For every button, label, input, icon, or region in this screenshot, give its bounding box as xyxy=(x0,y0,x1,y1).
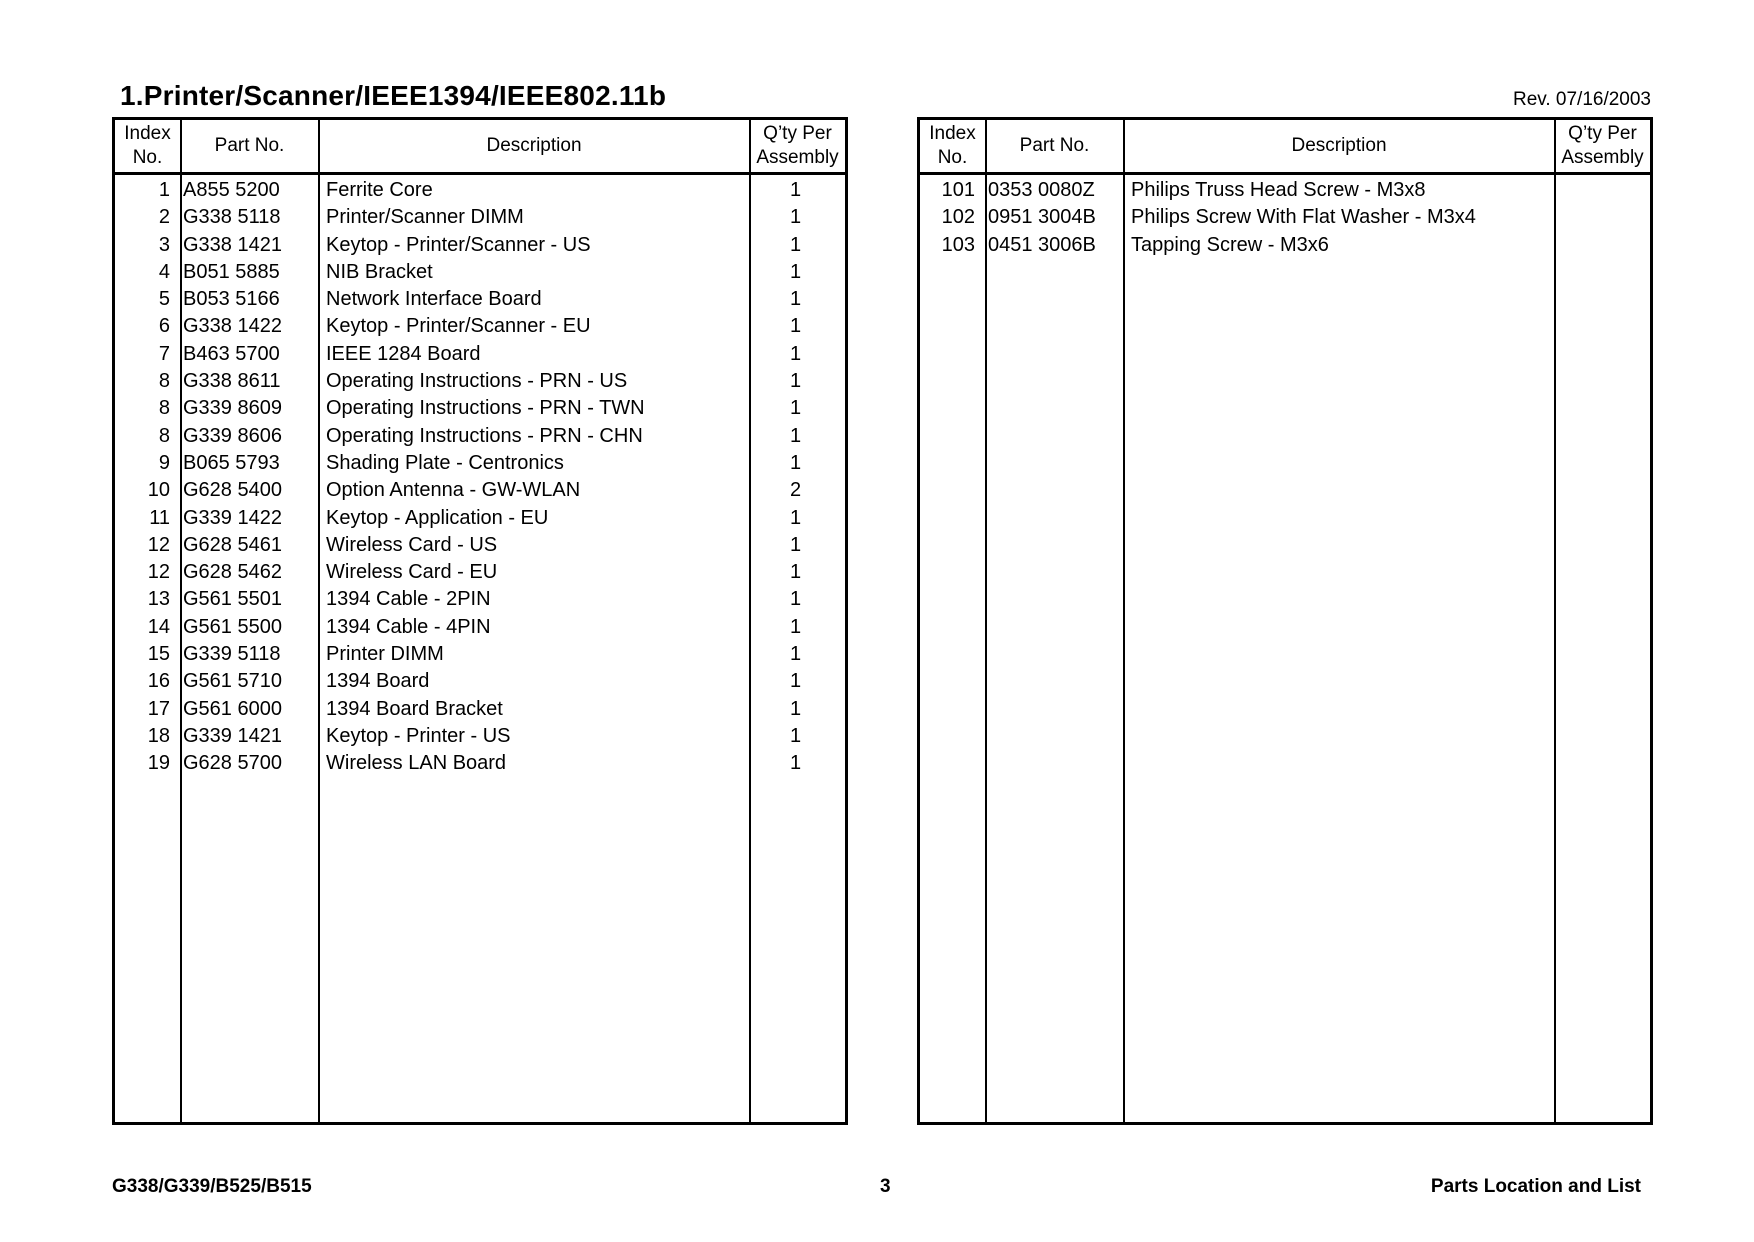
column-divider xyxy=(985,120,987,1122)
part-number-cell: 0353 0080Z xyxy=(988,179,1095,201)
part-number-cell: G561 5501 xyxy=(183,588,282,611)
quantity-cell: 1 xyxy=(789,561,802,584)
description-cell: Operating Instructions - PRN - US xyxy=(326,370,628,393)
table-row xyxy=(115,313,845,340)
index-cell: 8 xyxy=(158,397,170,420)
part-number-cell: G628 5462 xyxy=(183,561,282,584)
index-cell: 17 xyxy=(147,697,170,720)
description-cell: Keytop - Printer - US xyxy=(326,724,511,747)
description-cell: Keytop - Printer/Scanner - EU xyxy=(326,315,591,338)
quantity-cell: 1 xyxy=(789,643,802,666)
description-cell: IEEE 1284 Board xyxy=(326,342,481,365)
description-cell: Wireless Card - US xyxy=(326,533,498,556)
part-number-cell: G561 5710 xyxy=(183,670,282,693)
part-number-cell: G561 5500 xyxy=(183,615,282,638)
table-row xyxy=(115,423,845,450)
description-cell: Shading Plate - Centronics xyxy=(326,451,564,474)
part-number-cell: G338 1421 xyxy=(183,233,282,256)
header-qty-line2: Assembly xyxy=(756,147,839,168)
table-row xyxy=(115,477,845,504)
table-row xyxy=(115,668,845,695)
quantity-cell: 1 xyxy=(789,179,802,201)
part-number-cell: B051 5885 xyxy=(183,260,280,283)
index-cell: 8 xyxy=(158,424,170,447)
header-qty xyxy=(1555,120,1650,172)
index-cell: 7 xyxy=(158,342,170,365)
quantity-cell: 1 xyxy=(789,588,802,611)
header-divider xyxy=(920,172,1650,175)
header-part-no: Part No. xyxy=(214,135,285,156)
header-divider xyxy=(115,172,845,175)
table-row xyxy=(115,341,845,368)
quantity-cell: 2 xyxy=(789,479,802,502)
revision-date: Rev. 07/16/2003 xyxy=(1512,89,1651,110)
description-cell: Keytop - Printer/Scanner - US xyxy=(326,233,591,256)
table-row xyxy=(115,204,845,231)
quantity-cell: 1 xyxy=(789,233,802,256)
quantity-cell: 1 xyxy=(789,424,802,447)
table-row xyxy=(115,368,845,395)
index-cell: 11 xyxy=(149,506,170,529)
quantity-cell: 1 xyxy=(789,670,802,693)
quantity-cell: 1 xyxy=(789,533,802,556)
index-cell: 10 xyxy=(147,479,170,502)
description-cell: 1394 Cable - 4PIN xyxy=(326,615,491,638)
table-row xyxy=(115,586,845,613)
quantity-cell: 1 xyxy=(789,506,802,529)
index-cell: 3 xyxy=(158,233,170,256)
index-cell: 6 xyxy=(158,315,170,338)
quantity-cell: 1 xyxy=(789,724,802,747)
index-cell: 13 xyxy=(147,588,170,611)
part-number-cell: 0451 3006B xyxy=(988,233,1096,256)
index-cell: 15 xyxy=(147,643,170,666)
part-number-cell: B463 5700 xyxy=(183,342,280,365)
description-cell: Wireless LAN Board xyxy=(326,752,507,775)
quantity-cell: 1 xyxy=(789,206,802,229)
header-qty xyxy=(750,120,845,172)
description-cell: Philips Truss Head Screw - M3x8 xyxy=(1131,179,1426,201)
part-number-cell: G561 6000 xyxy=(183,697,282,720)
table-row xyxy=(115,177,845,204)
part-number-cell: 0951 3004B xyxy=(988,206,1096,229)
column-divider xyxy=(1123,120,1125,1122)
table-row xyxy=(920,232,1650,259)
description-cell: Network Interface Board xyxy=(326,288,542,311)
table-row xyxy=(115,559,845,586)
part-number-cell: G628 5461 xyxy=(183,533,282,556)
description-cell: Ferrite Core xyxy=(326,179,433,201)
index-cell: 16 xyxy=(147,670,170,693)
part-number-cell: B053 5166 xyxy=(183,288,280,311)
quantity-cell: 1 xyxy=(789,260,802,283)
table-row xyxy=(115,232,845,259)
part-number-cell: G339 8609 xyxy=(183,397,282,420)
index-cell: 8 xyxy=(158,370,170,393)
description-cell: Tapping Screw - M3x6 xyxy=(1131,233,1329,256)
header-qty-line1: Q’ty Per xyxy=(763,123,832,144)
part-number-cell: G339 5118 xyxy=(183,643,281,666)
table-row xyxy=(115,750,845,777)
table-row xyxy=(115,505,845,532)
footer-section: Parts Location and List xyxy=(1430,1176,1641,1197)
description-cell: Operating Instructions - PRN - TWN xyxy=(326,397,645,420)
parts-rows-right xyxy=(920,177,1650,259)
parts-table-right xyxy=(917,117,1653,1125)
quantity-cell: 1 xyxy=(789,342,802,365)
table-row xyxy=(115,723,845,750)
header-description: Description xyxy=(486,135,582,156)
index-cell: 4 xyxy=(158,260,170,283)
quantity-cell: 1 xyxy=(789,397,802,420)
header-index-line1: Index xyxy=(124,123,171,144)
description-cell: NIB Bracket xyxy=(326,260,433,283)
description-cell: Operating Instructions - PRN - CHN xyxy=(326,424,643,447)
description-cell: 1394 Board Bracket xyxy=(326,697,503,720)
header-part-no: Part No. xyxy=(1019,135,1090,156)
part-number-cell: G339 1421 xyxy=(183,724,282,747)
table-row xyxy=(115,286,845,313)
footer-page-number: 3 xyxy=(880,1176,891,1197)
header-qty-line1: Q’ty Per xyxy=(1568,123,1637,144)
index-cell: 14 xyxy=(147,615,170,638)
index-cell: 102 xyxy=(941,206,975,229)
table-row xyxy=(115,450,845,477)
header-description: Description xyxy=(1291,135,1387,156)
description-cell: Keytop - Application - EU xyxy=(326,506,549,529)
description-cell: Printer/Scanner DIMM xyxy=(326,206,524,229)
table-row xyxy=(115,532,845,559)
part-number-cell: G338 5118 xyxy=(183,206,281,229)
part-number-cell: A855 5200 xyxy=(183,179,280,201)
part-number-cell: B065 5793 xyxy=(183,451,280,474)
parts-rows-left xyxy=(115,177,845,778)
header-index xyxy=(115,120,180,172)
part-number-cell: G628 5400 xyxy=(183,479,282,502)
description-cell: Wireless Card - EU xyxy=(326,561,498,584)
table-row xyxy=(920,177,1650,204)
index-cell: 12 xyxy=(147,533,170,556)
parts-table-left xyxy=(112,117,848,1125)
table-row xyxy=(115,641,845,668)
quantity-cell: 1 xyxy=(789,697,802,720)
index-cell: 1 xyxy=(158,179,170,201)
table-row xyxy=(115,696,845,723)
quantity-cell: 1 xyxy=(789,288,802,311)
table-row xyxy=(115,395,845,422)
index-cell: 103 xyxy=(941,233,975,256)
index-cell: 12 xyxy=(147,561,170,584)
quantity-cell: 1 xyxy=(789,315,802,338)
description-cell: 1394 Cable - 2PIN xyxy=(326,588,491,611)
description-cell: Philips Screw With Flat Washer - M3x4 xyxy=(1131,206,1476,229)
index-cell: 18 xyxy=(147,724,170,747)
table-row xyxy=(115,614,845,641)
description-cell: Printer DIMM xyxy=(326,643,444,666)
table-row xyxy=(920,204,1650,231)
index-cell: 9 xyxy=(158,451,170,474)
index-cell: 101 xyxy=(941,179,975,201)
quantity-cell: 1 xyxy=(789,451,802,474)
quantity-cell: 1 xyxy=(789,615,802,638)
footer-model: G338/G339/B525/B515 xyxy=(112,1176,312,1197)
part-number-cell: G339 8606 xyxy=(183,424,282,447)
part-number-cell: G338 8611 xyxy=(183,370,281,393)
header-qty-line2: Assembly xyxy=(1561,147,1644,168)
index-cell: 2 xyxy=(158,206,170,229)
page-title: 1.Printer/Scanner/IEEE1394/IEEE802.11b xyxy=(120,80,667,111)
quantity-cell: 1 xyxy=(789,370,802,393)
part-number-cell: G338 1422 xyxy=(183,315,282,338)
column-divider xyxy=(1554,120,1556,1122)
header-index xyxy=(920,120,985,172)
part-number-cell: G628 5700 xyxy=(183,752,282,775)
part-number-cell: G339 1422 xyxy=(183,506,282,529)
description-cell: 1394 Board xyxy=(326,670,430,693)
description-cell: Option Antenna - GW-WLAN xyxy=(326,479,581,502)
table-row xyxy=(115,259,845,286)
header-index-line2: No. xyxy=(937,147,968,168)
header-index-line2: No. xyxy=(132,147,163,168)
index-cell: 5 xyxy=(158,288,170,311)
index-cell: 19 xyxy=(147,752,170,775)
quantity-cell: 1 xyxy=(789,752,802,775)
header-index-line1: Index xyxy=(929,123,976,144)
